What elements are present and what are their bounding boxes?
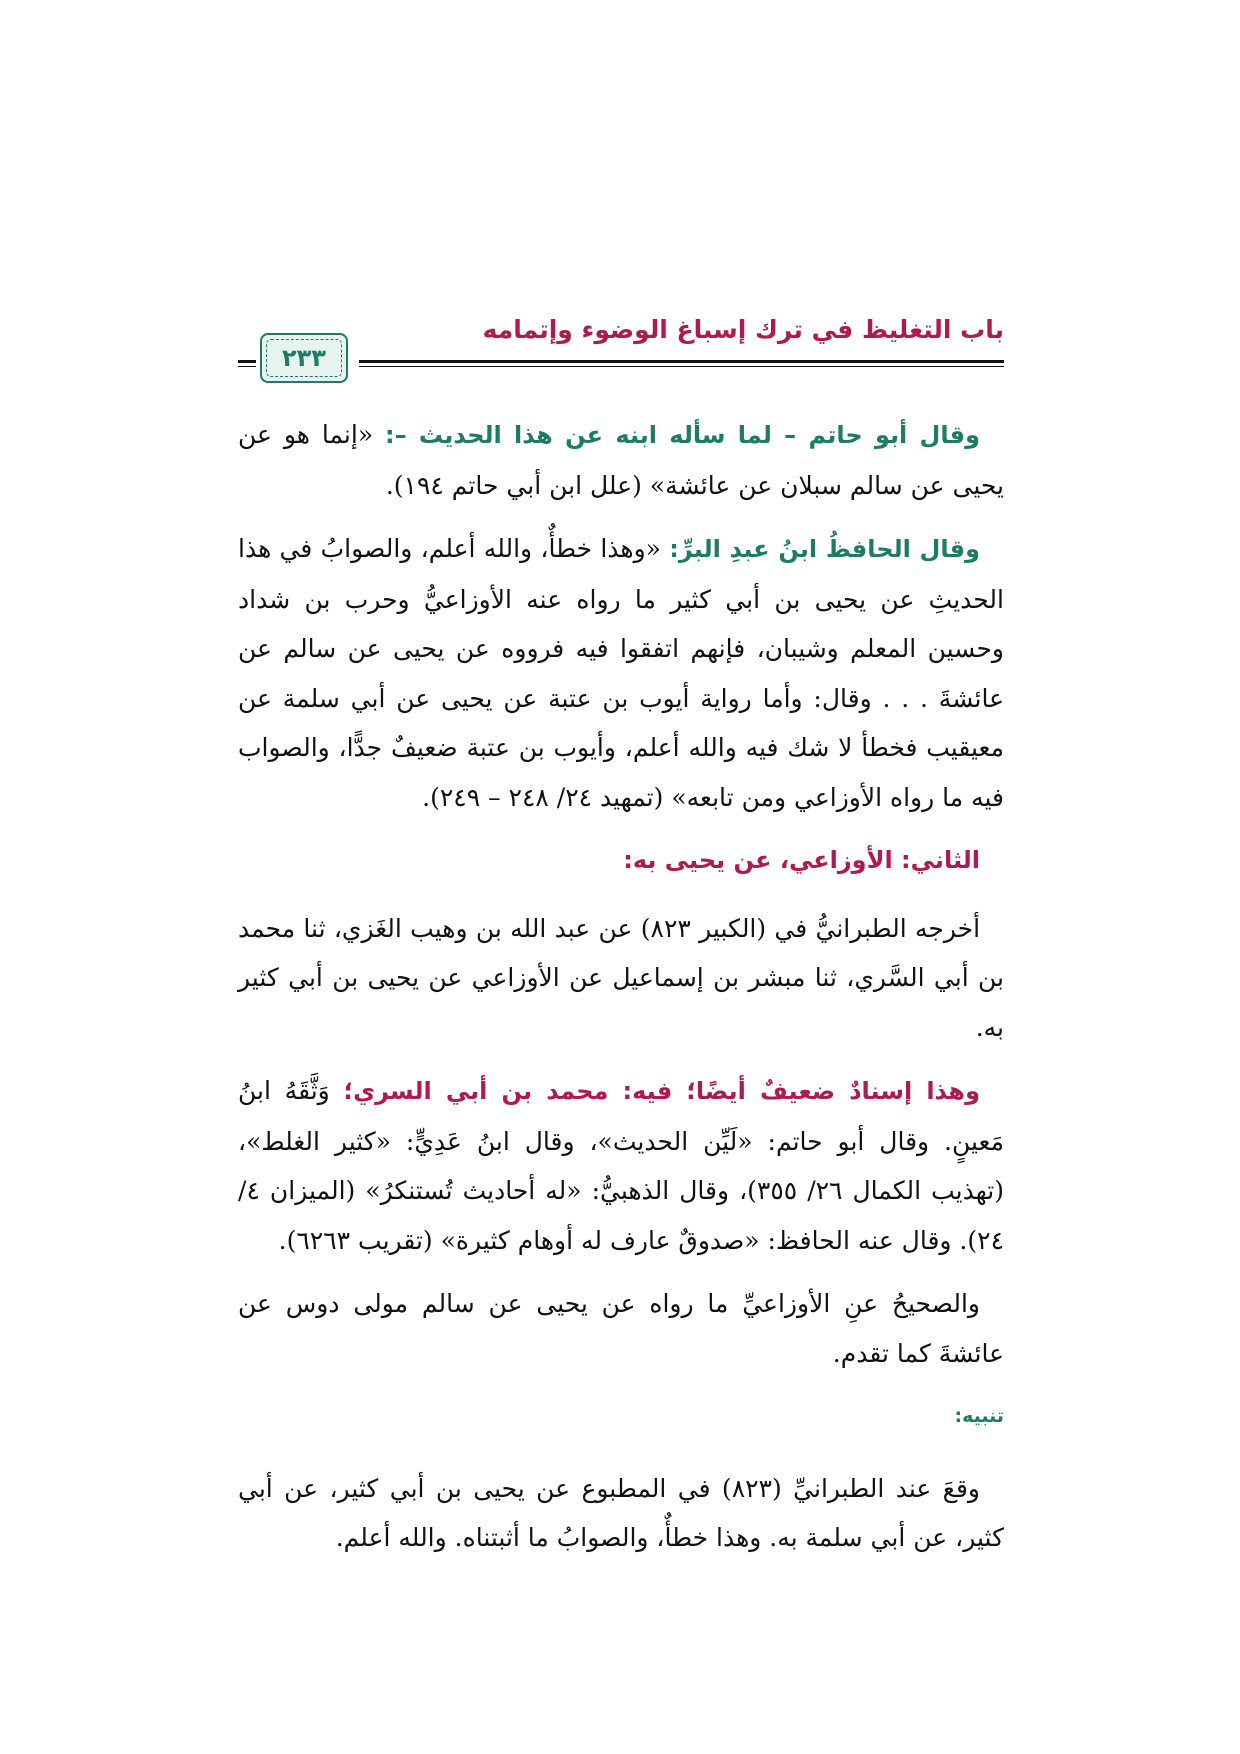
section-heading: الثاني: الأوزاعي، عن يحيى به: (623, 846, 980, 874)
paragraph-abu-hatim (238, 410, 1004, 510)
header-rule-left (238, 360, 256, 367)
paragraph-lead: وقال الحافظُ ابنُ عبدِ البرِّ: (669, 535, 980, 563)
paragraph-sahih: والصحيحُ عنِ الأوزاعيِّ ما رواه عن يحيى عن سالم مولى دوس عن عائشةَ كما تقدم. (238, 1289, 1004, 1368)
paragraph-ibn-abd-al-barr (238, 524, 1004, 822)
paragraph-note: وقعَ عند الطبرانيِّ (٨٢٣) في المطبوع عن يحيى بن أبي كثير، عن أبي كثير، عن أبي سلمة به. وهذا خطأٌ، والصوابُ ما أثبتناه. والله أعلم. (238, 1473, 1004, 1552)
page-body (238, 410, 1004, 1577)
paragraph-lead: وهذا إسنادٌ ضعيفٌ أيضًا؛ فيه: محمد بن أبي السري؛ (343, 1077, 980, 1105)
header-rule (359, 360, 1004, 367)
paragraph-text: وَثَّقَهُ ابنُ مَعينٍ. وقال أبو حاتم: «لَيِّن الحديث»، وقال ابنُ عَدِيٍّ: «كثير الغلط»، (تهذيب الكمال ٢٦/ ٣٥٥)، وقال الذهبيُّ: «له أحاديث تُستنكرُ» (الميزان ٤/ ٢٤). وقال عنه الحافظ: «صدوقٌ عارف له أوهام كثيرة» (تقريب ٦٢٦٣). (238, 1076, 1004, 1255)
paragraph-takhrij: أخرجه الطبرانيُّ في (الكبير ٨٢٣) عن عبد الله بن وهيب الغَزي، ثنا محمد بن أبي السَّري، ثنا مبشر بن إسماعيل عن الأوزاعي عن يحيى بن أبي كثير به. (238, 913, 1004, 1042)
note-heading: تنبيه: (954, 1405, 1004, 1427)
page-number-badge (260, 333, 348, 383)
paragraph-text: «وهذا خطأٌ، والله أعلم، والصوابُ في هذا الحديثِ عن يحيى بن أبي كثير ما رواه عنه الأوزاعيُّ وحرب بن شداد وحسين المعلم وشيبان، فإنهم اتفقوا فيه فرووه عن يحيى عن سالم عن عائشةَ . . . وقال: وأما رواية أيوب بن عتبة عن يحيى عن أبي سلمة عن معيقيب فخطأ لا شك فيه والله أعلم، وأيوب بن عتبة ضعيفٌ جدًّا، والصواب فيه ما رواه الأوزاعي ومن تابعه» (تمهيد ٢٤/ ٢٤٨ – ٢٤٩). (238, 534, 1005, 812)
paragraph-isnad-grading (238, 1066, 1004, 1265)
page-header (238, 315, 1004, 375)
running-title: باب التغليظ في ترك إسباغ الوضوء وإتمامه (482, 315, 1004, 344)
paragraph-text: «إنما هو عن يحيى عن سالم سبلان عن عائشة» (علل ابن أبي حاتم ١٩٤). (238, 420, 1004, 500)
paragraph-lead: وقال أبو حاتم – لما سأله ابنه عن هذا الحديث –: (385, 421, 981, 449)
page-number: ٢٣٣ (282, 344, 326, 372)
